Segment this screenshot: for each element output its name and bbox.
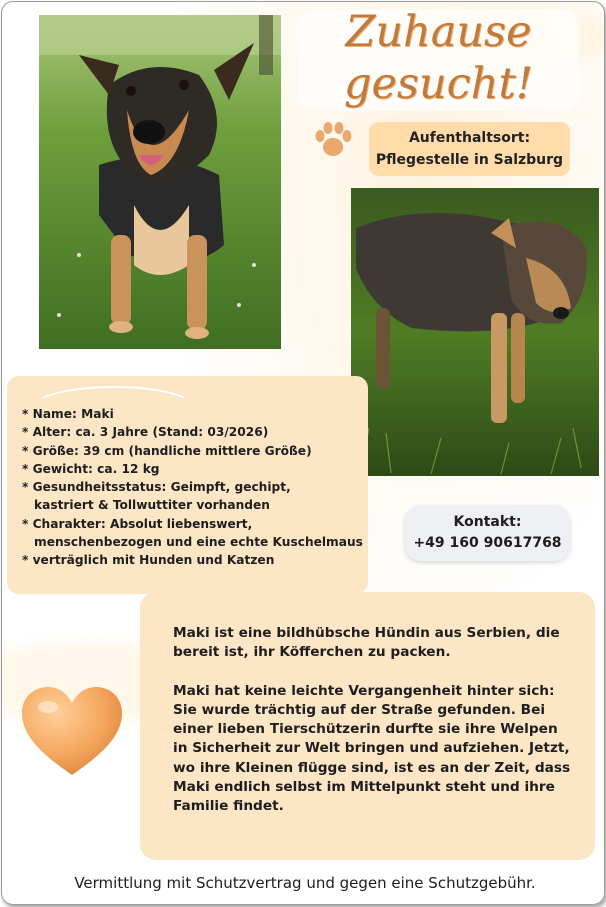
info-character: * Charakter: Absolut liebenswert, <box>22 516 253 531</box>
dog-photo-front <box>39 15 281 349</box>
info-weight: * Gewicht: ca. 12 kg <box>22 461 160 476</box>
info-health: * Gesundheitsstatus: Geimpft, gechipt, <box>22 480 291 495</box>
title-line-1: Zuhause <box>345 7 532 57</box>
info-character-cont: menschenbezogen und eine echte Kuschelmaus <box>34 535 363 550</box>
location-label: Aufenthaltsort: <box>408 130 531 146</box>
location-badge <box>369 122 570 176</box>
contact-phone[interactable]: +49 160 90617768 <box>413 535 562 551</box>
info-compatibility: * verträglich mit Hunden und Katzen <box>22 553 275 568</box>
page-title <box>299 6 578 110</box>
info-size: * Größe: 39 cm (handliche mittlere Größe) <box>22 443 312 458</box>
story-paragraph-1: Maki ist eine bildhübsche Hündin aus Serbien, die bereit ist, ihr Köfferchen zu packen. <box>173 625 560 661</box>
contact-label: Kontakt: <box>453 514 522 530</box>
contact-badge <box>405 505 570 561</box>
story-text <box>173 624 573 817</box>
info-health-cont: kastriert & Tollwuttiter vorhanden <box>34 498 270 513</box>
dog-photo-side <box>351 188 599 476</box>
info-age: * Alter: ca. 3 Jahre (Stand: 03/2026) <box>22 425 269 440</box>
footer-note: Vermittlung mit Schutzvertrag und gegen eine Schutzgebühr. <box>74 874 536 892</box>
heart-icon <box>20 685 124 779</box>
info-list <box>22 405 363 570</box>
title-line-2: gesucht! <box>343 59 534 109</box>
location-value: Pflegestelle in Salzburg <box>375 152 564 168</box>
info-name: * Name: Maki <box>22 407 114 421</box>
paw-icon <box>312 120 354 160</box>
story-paragraph-2: Maki hat keine leichte Vergangenheit hinter sich: Sie wurde trächtig auf der Straße gefunden. Bei einer lieben Tierschützerin durfte sie ihre Welpen in Sicherheit zur Welt bringen und aufziehen. Jetzt, wo ihre Kleinen flügge sind, ist es an der Zeit, dass Maki endlich selbst im Mittelpunkt steht und ihre Familie findet. <box>173 682 571 815</box>
flyer <box>1 1 605 905</box>
